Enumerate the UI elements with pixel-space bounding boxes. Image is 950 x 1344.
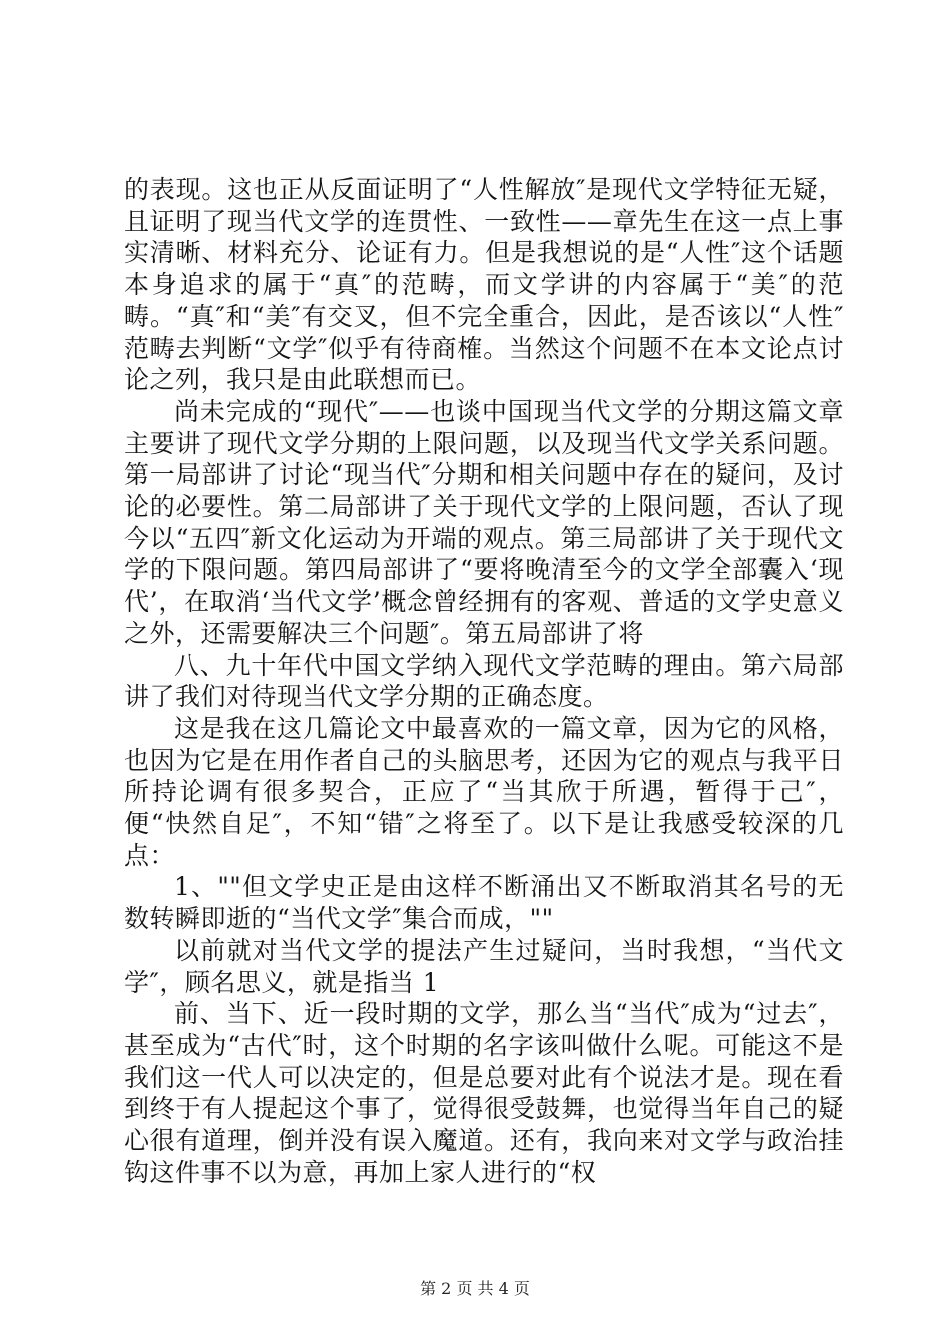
page-number-footer: 第 2 页 共 4 页 [420,1279,530,1298]
body-text [124,174,844,1189]
paragraph-2: 尚未完成的“现代″——也谈中国现当代文学的分期这篇文章主要讲了现代文学分期的上限问题，以及现当代文学关系问题。第一局部讲了讨论“现当代″分期和相关问题中存在的疑问，及讨论的必要性。第二局部讲了关于现代文学的上限问题，否认了现今以“五四″新文化运动为开端的观点。第三局部讲了关于现代文学的下限问题。第四局部讲了“要将晚清至今的文学全部囊入‘现代’，在取消‘当代文学’概念曾经拥有的客观、普适的文学史意义之外，还需要解决三个问题″。第五局部讲了将 [124,396,844,648]
paragraph-4: 这是我在这几篇论文中最喜欢的一篇文章，因为它的风格，也因为它是在用作者自己的头脑思考，还因为它的观点与我平日所持论调有很多契合，正应了“当其欣于所遇，暂得于己″，便“快然自足″，不知“错″之将至了。以下是让我感受较深的几点： [124,713,844,870]
paragraph-5: 1、""但文学史正是由这样不断涌出又不断取消其名号的无数转瞬即逝的“当代文学″集合而成，"" [124,872,844,934]
paragraph-6: 以前就对当代文学的提法产生过疑问，当时我想，“当代文学″，顾名思义，就是指当 1 [124,935,844,997]
paragraph-7: 前、当下、近一段时期的文学，那么当“当代″成为“过去″，甚至成为“古代″时，这个时期的名字该叫做什么呢。可能这不是我们这一代人可以决定的，但是总要对此有个说法才是。现在看到终于有人提起这个事了，觉得很受鼓舞，也觉得当年自己的疑心很有道理，倒并没有误入魔道。还有，我向来对文学与政治挂钩这件事不以为意，再加上家人进行的“权 [124,999,844,1187]
paragraph-1: 的表现。这也正从反面证明了“人性解放″是现代文学特征无疑，且证明了现当代文学的连贯性、一致性——章先生在这一点上事实清晰、材料充分、论证有力。但是我想说的是“人性″这个话题本身追求的属于“真″的范畴，而文学讲的内容属于“美″的范畴。“真″和“美″有交叉，但不完全重合，因此，是否该以“人性″范畴去判断“文学″似乎有待商榷。当然这个问题不在本文论点讨论之列，我只是由此联想而已。 [124,175,844,395]
paragraph-3: 八、九十年代中国文学纳入现代文学范畴的理由。第六局部讲了我们对待现当代文学分期的正确态度。 [124,650,844,712]
